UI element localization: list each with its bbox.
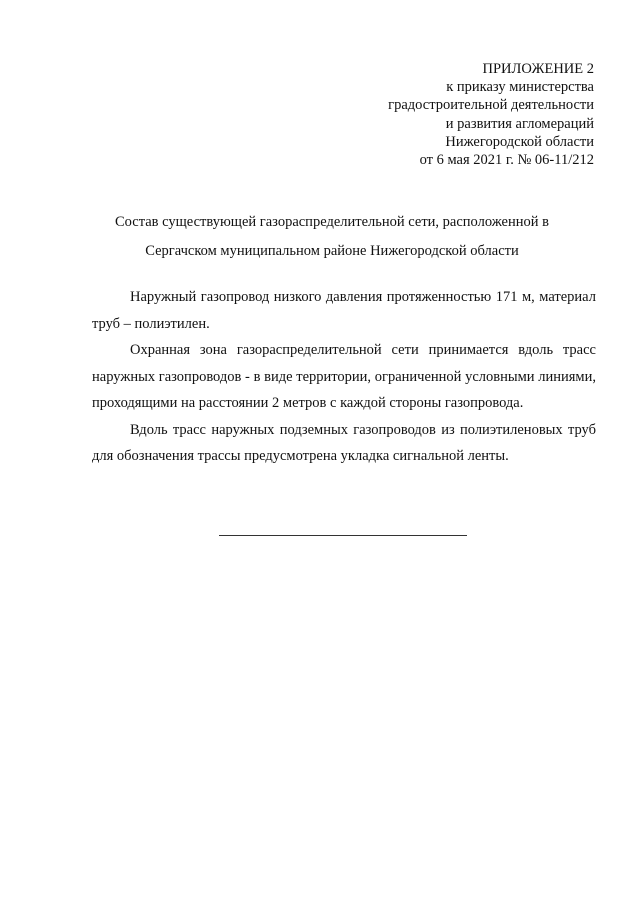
body-paragraph: Наружный газопровод низкого давления протяженностью 171 м, материал труб – полиэтилен. bbox=[92, 289, 596, 332]
appendix-line: Нижегородской области bbox=[445, 133, 594, 150]
appendix-line: к приказу министерства bbox=[446, 79, 594, 96]
title-line: Состав существующей газораспределительной сети, расположенной в bbox=[115, 214, 549, 230]
document-body bbox=[92, 284, 596, 470]
appendix-line: градостроительной деятельности bbox=[388, 97, 594, 114]
appendix-order-date: от 6 мая 2021 г. № 06-11/212 bbox=[419, 152, 594, 169]
title-line: Сергачском муниципальном районе Нижегородской области bbox=[145, 243, 519, 259]
appendix-line: и развития агломераций bbox=[445, 115, 594, 132]
body-paragraph: Охранная зона газораспределительной сети принимается вдоль трасс наружных газопроводов - в виде территории, ограниченной условными линиями, проходящими на расстоянии 2 метров с каждой стороны газопровода. bbox=[92, 342, 596, 411]
document-title bbox=[72, 208, 592, 266]
end-divider-line bbox=[219, 535, 467, 536]
body-paragraph: Вдоль трасс наружных подземных газопроводов из полиэтиленовых труб для обозначения трассы предусмотрена укладка сигнальной ленты. bbox=[92, 421, 596, 464]
appendix-label: ПРИЛОЖЕНИЕ 2 bbox=[482, 61, 594, 77]
appendix-header bbox=[388, 60, 594, 169]
